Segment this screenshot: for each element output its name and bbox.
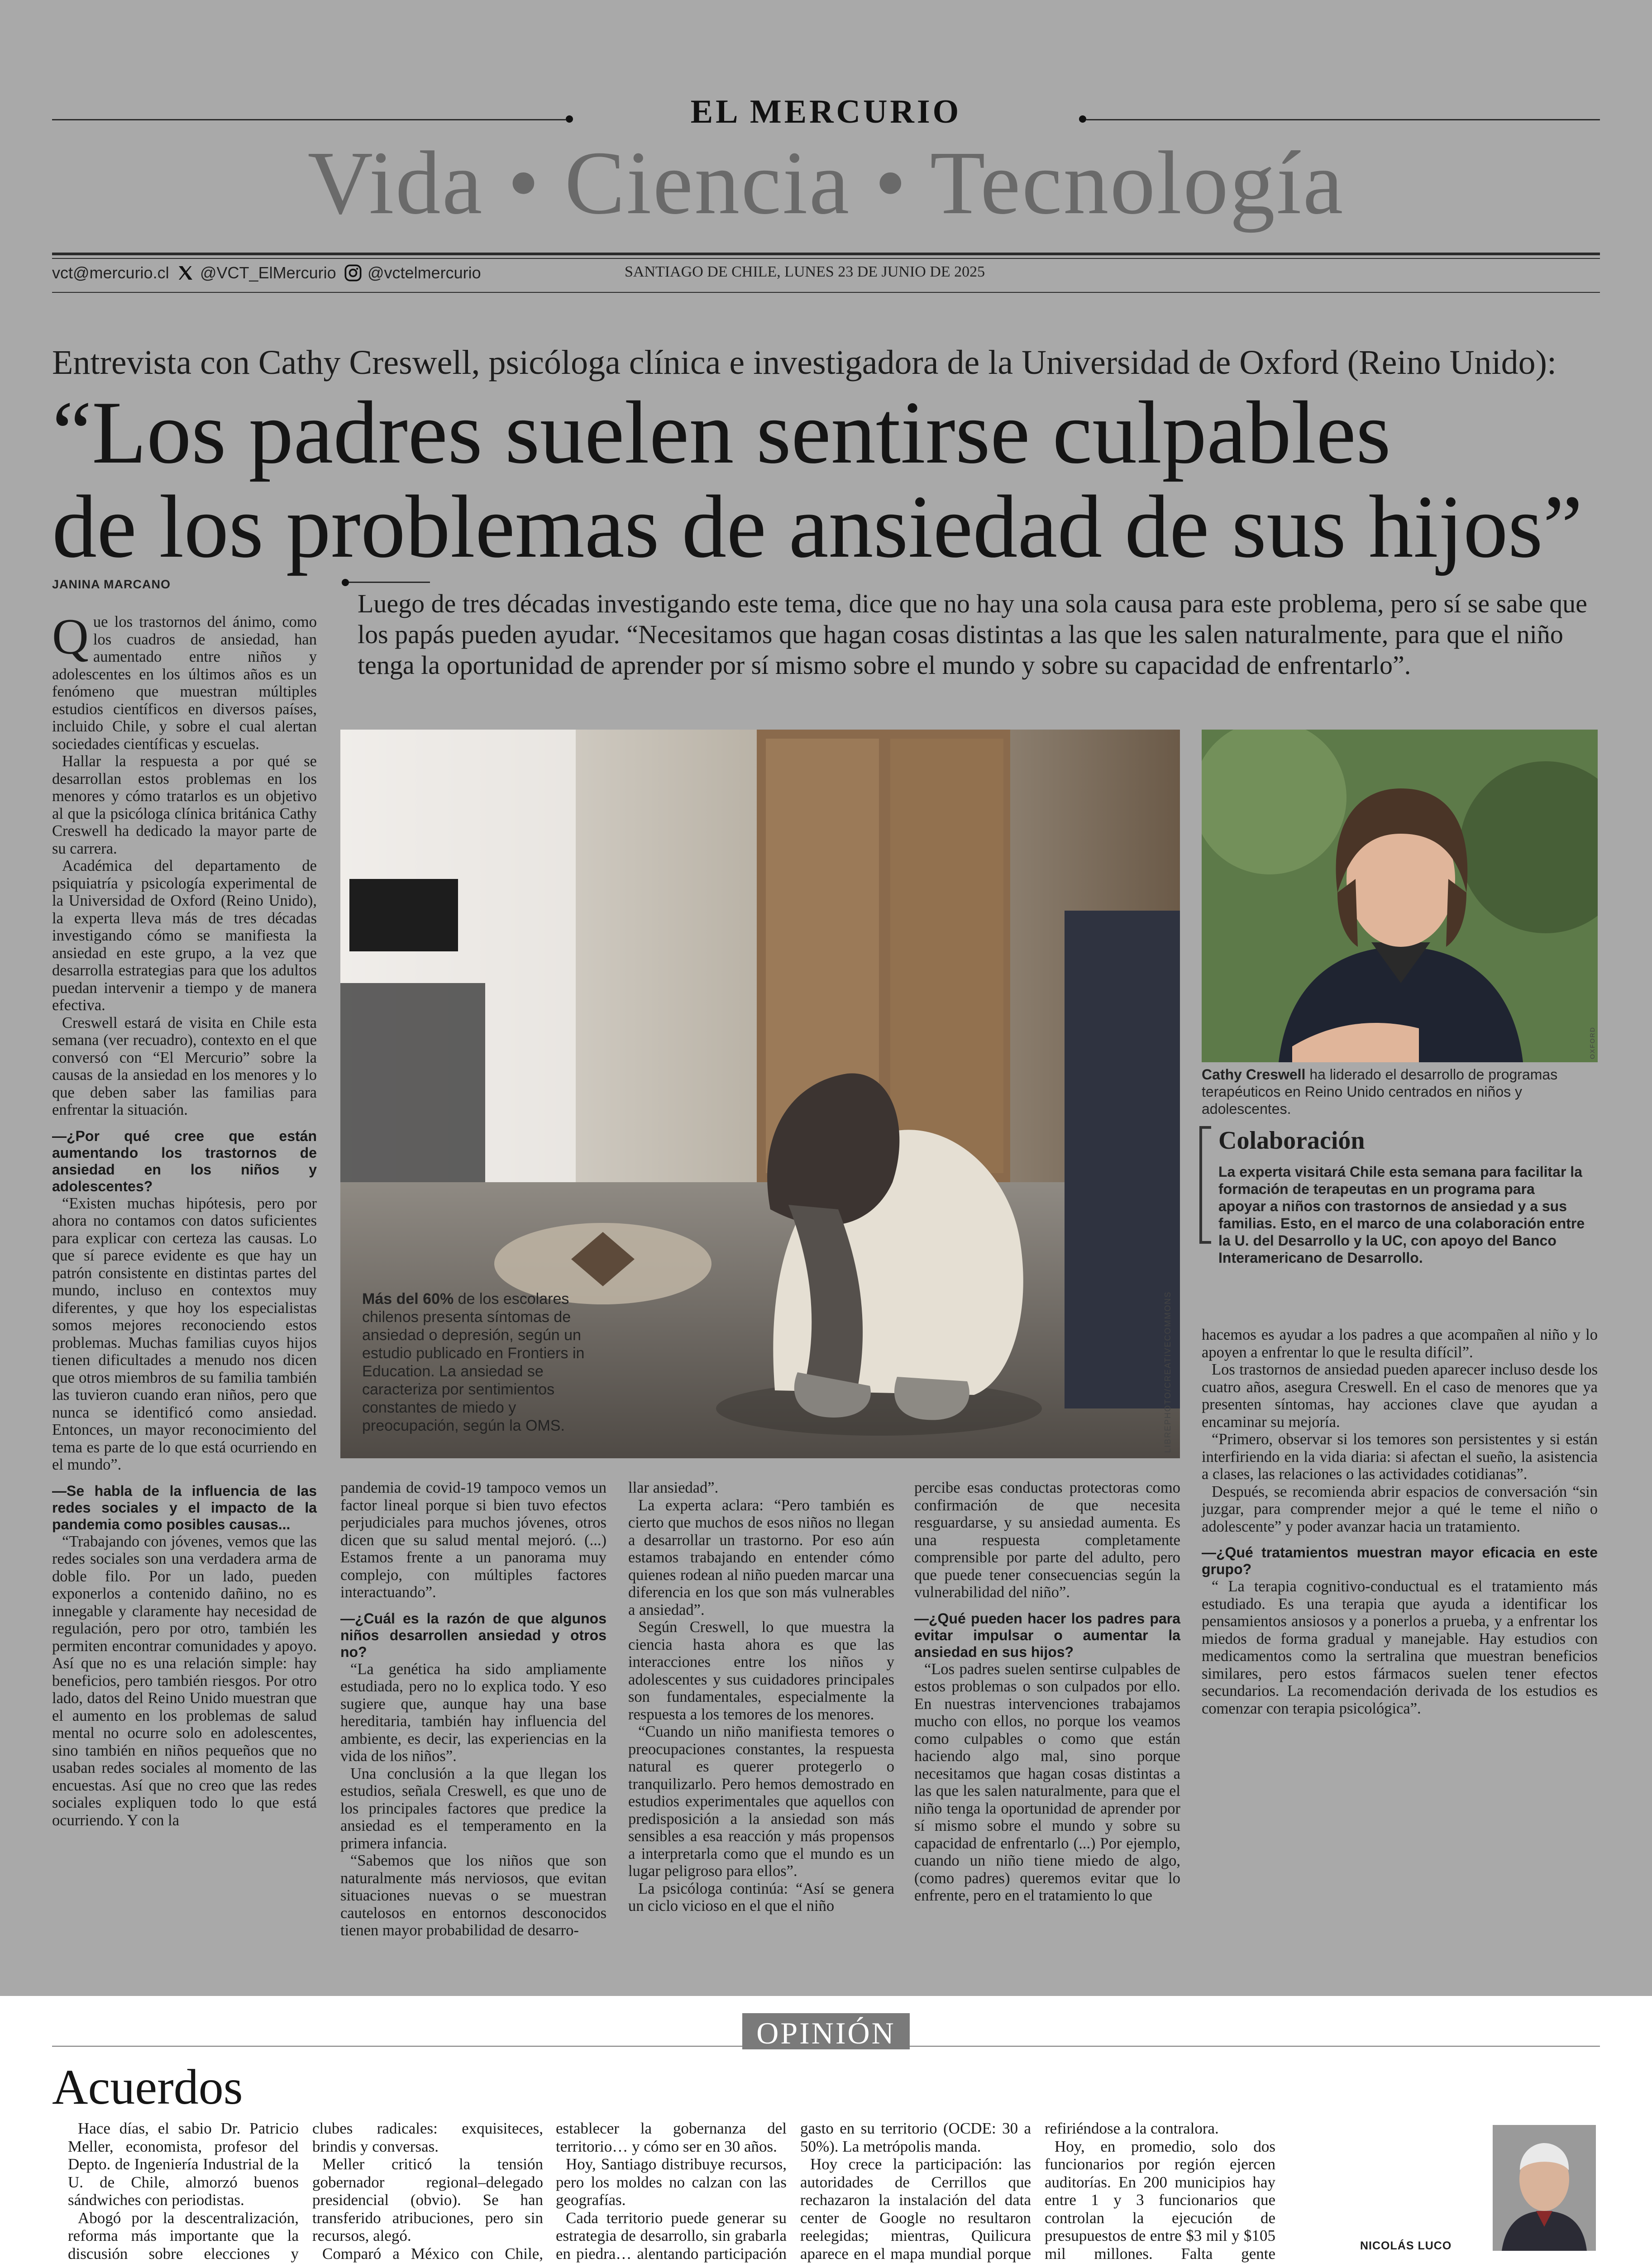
body-paragraph <box>1202 1361 1598 1431</box>
paragraph-text: “ La terapia cognitivo-conductual es el tratamiento más estudiado. Es una terapia que ayuda a identificar los pensamientos ansiosos y a ponerlos a prueba, y a enfrentar los miedos de forma gradual y manejable. Hay estudios con medicamentos como la sertralina que muestran beneficios similares, pero estos fármacos suelen tener efectos secundarios. La recomendación derivada de los estudios es comenzar con terapia psicológica”. <box>1202 1578 1598 1717</box>
paragraph-text: percibe esas conductas protectoras como confirmación de que necesita resguardarse, y su ansiedad aumenta. Es una respuesta completamente comprensible por parte del adulto, pero que puede tener consecuencias según la vulnerabilidad del niño”. <box>914 1479 1180 1601</box>
masthead-rule-left <box>52 119 566 120</box>
instagram-handle[interactable]: @vctelmercurio <box>368 263 481 282</box>
columnist-portrait <box>1493 2125 1596 2251</box>
question-text: —¿Por qué cree que están aumentando los trastornos de ansiedad en los niños y adolescentes? <box>52 1127 317 1194</box>
interview-question <box>1202 1544 1598 1578</box>
paragraph-text: pandemia de covid-19 tampoco vemos un factor lineal porque si bien tuvo efectos perjudiciales para muchos jóvenes, otros dicen que su salud mental mejoró. (...) Estamos frente a un panorama muy complejo, con múltiples factores interactuando”. <box>340 1479 606 1601</box>
body-paragraph <box>52 1014 317 1119</box>
opinion-paragraph: Cada territorio puede generar su estrategia de desarrollo, sin grabarla en piedra… alentando participación <box>556 2209 787 2263</box>
interview-question <box>340 1610 606 1661</box>
paragraph-text: hacemos es ayudar a los padres a que acompañen al niño y lo apoyen a enfrentar lo que le resulta difícil”. <box>1202 1326 1598 1361</box>
dateline: SANTIAGO DE CHILE, LUNES 23 DE JUNIO DE 2025 <box>625 263 985 280</box>
paragraph-text: Según Creswell, lo que muestra la ciencia hasta ahora es que las interacciones entre los niños y adolescentes y sus cuidadores principales son fundamentales, especialmente la respuesta a los temores de los menores. <box>628 1618 894 1723</box>
lead-dot <box>342 579 349 586</box>
headline-line-1: “Los padres suelen sentirse culpables <box>52 383 1391 482</box>
paragraph-text: “Cuando un niño manifiesta temores o preocupaciones constantes, la respuesta natural es querer protegerlo o tranquilizarlo. Pero hemos demostrado en estudios experimentales que aquellos con predisposición a la ansiedad son más sensibles a esa reacción y más propensos a interpretarla como que el mundo es un lugar peligroso para ellos”. <box>628 1723 894 1880</box>
opinion-paragraph: clubes radicales: exquisiteces, brindis y conversas. <box>312 2120 543 2155</box>
collaboration-title: Colaboración <box>1218 1127 1365 1155</box>
opinion-label: OPINIÓN <box>742 2013 910 2049</box>
body-paragraph <box>340 1479 606 1601</box>
section-title: Vida • Ciencia • Tecnología <box>307 133 1345 233</box>
collaboration-box <box>1199 1126 1589 1266</box>
body-paragraph <box>1202 1578 1598 1717</box>
columnist-photo <box>1493 2125 1596 2251</box>
body-paragraph <box>52 609 317 753</box>
section-rule-top-thin <box>52 258 1600 259</box>
opinion-paragraph: Abogó por la descentralización, reforma más importante que la discusión sobre elecciones y <box>68 2209 299 2263</box>
opinion-column-1 <box>68 2120 299 2263</box>
paragraph-text: “Los padres suelen sentirse culpables de estos problemas o son culpados por ello. En nuestras intervenciones trabajamos mucho con ellos, no porque los veamos como culpables o como que están haciendo algo mal, sino porque necesitamos que hagan cosas distintas a las que les salen naturalmente, para que el niño tenga la oportunidad de aprender por sí mismo sobre el mundo y sobre su capacidad de enfrentarlo (...) Por ejemplo, cuando un niño tiene miedo de algo, (como padres) queremos evitar que lo enfrente, pero en el tratamiento lo que <box>914 1660 1180 1904</box>
body-paragraph <box>914 1661 1180 1905</box>
newspaper-name: EL MERCURIO <box>690 93 962 130</box>
paragraph-text: “Existen muchas hipótesis, pero por ahora no contamos con datos suficientes para explicar con certeza las causas. Lo que sí parece evidente es que hay un patrón consistente en distintas partes del mundo, incluso en contextos muy diferentes, y que hoy los especialistas somos mejores reconociendo estos problemas. Muchas familias cuyos hijos tienen dificultades a menudo nos dicen que otros miembros de su familia también las tuvieron cuando eran niños, pero que nunca se identificó como ansiedad. Entonces, un mayor reconocimiento del tema es parte de lo que está ocurriendo en el mundo”. <box>52 1194 317 1473</box>
opinion-paragraph: Hace días, el sabio Dr. Patricio Meller, economista, profesor del Depto. de Ingeniería Industrial de la U. de Chile, almorzó buenos sándwiches con periodistas. <box>68 2120 299 2209</box>
collaboration-text: La experta visitará Chile esta semana para facilitar la formación de terapeutas en un programa para apoyar a niños con trastornos de ansiedad y a sus familias. Esto, en el marco de una colaboración entre la U. del Desarrollo y la UC, con apoyo del Banco Interamericano de Desarrollo. <box>1218 1164 1585 1266</box>
body-paragraph <box>52 753 317 857</box>
portrait-caption-text: ha liderado el desarrollo de programas terapéuticos en Reino Unido centrados en niños y adolescentes. <box>1202 1066 1558 1117</box>
columnist-name: NICOLÁS LUCO <box>1360 2239 1452 2252</box>
body-paragraph <box>1202 1431 1598 1483</box>
paragraph-text: “Trabajando con jóvenes, vemos que las redes sociales son una verdadera arma de doble filo. Por un lado, pueden exponerlos a contenido dañino, no es innegable y claramente hay necesidad de regulación, pero por otro, también les permiten encontrar comunidades y apoyo. Así que no es una relación simple: hay beneficios, pero también riesgos. Por otro lado, datos del Reino Unido muestran que el aumento en los problemas de salud mental no ocurre solo en adolescentes, sino también en niños pequeños que no usaban redes sociales al momento de las encuestas. Así que no creo que las redes sociales expliquen todo lo que está ocurriendo. Y con la <box>52 1533 317 1829</box>
article-column-2 <box>340 1479 606 1986</box>
opinion-column-5 <box>1045 2120 1275 2263</box>
photo-caption <box>362 1290 588 1435</box>
drop-cap: Q <box>52 609 89 665</box>
article-kicker: Entrevista con Cathy Creswell, psicóloga clínica e investigadora de la Universidad de Oxford (Reino Unido): <box>52 344 1557 382</box>
opinion-paragraph: Hoy crece la participación: las autoridades de Cerrillos que rechazaron la instalación del data center de Google no resultaron reelegidas; mientras, Quilicura aparece en el mapa mundial porque <box>800 2155 1031 2263</box>
portrait-photo <box>1202 730 1598 1062</box>
paragraph-text: Los trastornos de ansiedad pueden aparecer incluso desde los cuatro años, asegura Creswell. En el caso de menores que ya presenten síntomas, hay acciones clave que ayudan a encaminar su mejoría. <box>1202 1361 1598 1431</box>
question-text: —¿Qué tratamientos muestran mayor eficacia en este grupo? <box>1202 1544 1598 1577</box>
body-paragraph <box>52 1533 317 1829</box>
photo-caption-highlight: Más del 60% <box>362 1290 454 1308</box>
meta-rule <box>52 292 1600 293</box>
paragraph-text: “La genética ha sido ampliamente estudiada, pero no lo explica todo. Y eso sugiere que, aunque hay una base hereditaria, también hay influencia del ambiente, es decir, las experiencias en la vida de los niños”. <box>340 1660 606 1765</box>
body-paragraph <box>340 1765 606 1852</box>
paragraph-text: llar ansiedad”. <box>628 1479 719 1496</box>
paragraph-text: “Primero, observar si los temores son persistentes y si están interfiriendo en la vida diaria: si afectan el sueño, la asistencia a clases, las relaciones o las actividades cotidianas”. <box>1202 1431 1598 1483</box>
x-logo-icon <box>177 264 195 282</box>
lead-rule <box>344 582 430 583</box>
portrait-credit: OXFORD <box>1589 1026 1596 1059</box>
instagram-icon <box>344 264 362 282</box>
interview-question <box>914 1610 1180 1661</box>
portrait-caption-name: Cathy Creswell <box>1202 1066 1306 1083</box>
x-handle[interactable]: @VCT_ElMercurio <box>200 263 336 282</box>
article-lead: Luego de tres décadas investigando este tema, dice que no hay una sola causa para este problema, pero sí se sabe que los papás pueden ayudar. “Necesitamos que hagan cosas distintas a las que les salen naturalmente, para que el niño tenga la oportunidad de aprender por sí mismo sobre el mundo y sobre su capacidad de enfrentarlo”. <box>358 589 1587 680</box>
opinion-title: Acuerdos <box>52 2059 243 2115</box>
article-column-4 <box>914 1479 1180 1986</box>
body-paragraph <box>628 1479 894 1497</box>
body-paragraph <box>340 1661 606 1765</box>
body-paragraph <box>52 1195 317 1474</box>
article-headline <box>52 383 1591 576</box>
body-paragraph <box>914 1479 1180 1601</box>
article-column-5 <box>1202 1326 1598 1987</box>
article-column-3 <box>628 1479 894 1986</box>
paragraph-text: Una conclusión a la que llegan los estudios, señala Creswell, es que uno de los principales factores que predice la ansiedad es el temperamento en la primera infancia. <box>340 1765 606 1852</box>
paragraph-text: “Sabemos que los niños que son naturalmente más nerviosos, que evitan situaciones nuevas o se muestran cautelosos en entornos desconocidos tienen mayor probabilidad de desarro- <box>340 1852 606 1939</box>
question-text: —¿Qué pueden hacer los padres para evitar impulsar o aumentar la ansiedad en sus hijos? <box>914 1610 1180 1660</box>
paragraph-text: Académica del departamento de psiquiatría y psicología experimental de la Universidad de Oxford (Reino Unido), la experta lleva más de tres décadas investigando cómo se manifiesta la ansiedad en este grupo, a la vez que desarrolla estrategias para que los adultos puedan intervenir a tiempo y de manera efectiva. <box>52 857 317 1014</box>
portrait-caption <box>1202 1066 1598 1117</box>
opinion-paragraph: Hoy, Santiago distribuye recursos, pero los moldes no calzan con las geografías. <box>556 2155 787 2209</box>
opinion-paragraph: Hoy, en promedio, solo dos funcionarios por región ejercen auditorías. En 200 municipios hay entre 1 y 3 funcionarios que controlan la ejecución de presupuestos de entre $3 mil y $105 mil millones. Falta gente <box>1045 2137 1275 2263</box>
question-text: —Se habla de la influencia de las redes sociales y el impacto de la pandemia como posibles causas... <box>52 1482 317 1533</box>
paragraph-text: Creswell estará de visita en Chile esta semana (ver recuadro), contexto en el que conversó con “El Mercurio” sobre la causas de la ansiedad en los menores y lo que deben saber las familias para enfrentar la situación. <box>52 1014 317 1118</box>
body-paragraph <box>1202 1483 1598 1536</box>
masthead-rule-right <box>1086 119 1600 120</box>
opinion-paragraph: refiriéndose a la contralora. <box>1045 2120 1219 2137</box>
opinion-paragraph: Meller criticó la tensión gobernador regional–delegado presidencial (obvio). Se han transferido atribuciones, pero sin recursos, alegó. <box>312 2155 543 2244</box>
paragraph-text: Después, se recomienda abrir espacios de conversación “sin juzgar, para comprender mejor a qué le teme el niño o adolescente” y poder avanzar hacia un tratamiento. <box>1202 1483 1598 1535</box>
body-paragraph <box>628 1880 894 1915</box>
paragraph-text: La psicóloga continúa: “Así se genera un ciclo vicioso en el que el niño <box>628 1880 894 1914</box>
body-paragraph <box>628 1618 894 1723</box>
section-email[interactable]: vct@mercurio.cl <box>52 263 169 282</box>
body-paragraph <box>628 1723 894 1880</box>
paragraph-text: Hallar la respuesta a por qué se desarrollan estos problemas en los menores y cómo tratarlos es un objetivo al que la psicóloga clínica británica Cathy Creswell ha dedicado la mayor parte de su carrera. <box>52 753 317 857</box>
paragraph-text: ue los trastornos del ánimo, como los cuadros de ansiedad, han aumentado entre niños y adolescentes en los últimos años es un fenómeno que muestran múltiples estudios científicos en diversos países, incluido Chile, y sobre el cual alertan sociedades científicas y escuelas. <box>52 613 317 753</box>
article-column-1 <box>52 609 317 1998</box>
section-rule-top <box>52 253 1600 255</box>
body-paragraph <box>1202 1326 1598 1361</box>
cathy-creswell-portrait <box>1202 730 1598 1062</box>
body-paragraph <box>340 1852 606 1939</box>
paragraph-text: La experta aclara: “Pero también es cierto que muchos de esos niños no llegan a desarrollar un trastorno. Por eso aún estamos trabajando en entender cómo quienes rodean al niño pueden marcar una diferencia en los que son más vulnerables a ansiedad”. <box>628 1496 894 1618</box>
opinion-column-2 <box>312 2120 543 2263</box>
photo-credit: LIBREPHOTO/CREATIVECOMMONS <box>1163 1291 1172 1453</box>
opinion-paragraph: Comparó a México con Chile, <box>322 2244 543 2263</box>
photo-caption-text: de los escolares chilenos presenta síntomas de ansiedad o depresión, según un estudio publicado en Frontiers in Education. La ansiedad se caracteriza por sentimientos constantes de miedo y preocupación, según la OMS. <box>362 1290 585 1434</box>
question-text: —¿Cuál es la razón de que algunos niños desarrollen ansiedad y otros no? <box>340 1610 606 1660</box>
article-author: JANINA MARCANO <box>52 578 171 591</box>
masthead-dot-left <box>566 115 573 123</box>
body-paragraph <box>628 1497 894 1619</box>
masthead-dot-right <box>1079 115 1086 123</box>
opinion-paragraph: gasto en su territorio (OCDE: 30 a 50%). La metrópolis manda. <box>800 2120 1031 2155</box>
headline-line-2: de los problemas de ansiedad de sus hijos” <box>52 477 1583 576</box>
opinion-column-4 <box>800 2120 1031 2263</box>
interview-question <box>52 1483 317 1533</box>
opinion-column-3 <box>556 2120 787 2263</box>
opinion-paragraph: establecer la gobernanza del territorio… y cómo ser en 30 años. <box>556 2120 787 2155</box>
interview-question <box>52 1128 317 1195</box>
body-paragraph <box>52 857 317 1014</box>
